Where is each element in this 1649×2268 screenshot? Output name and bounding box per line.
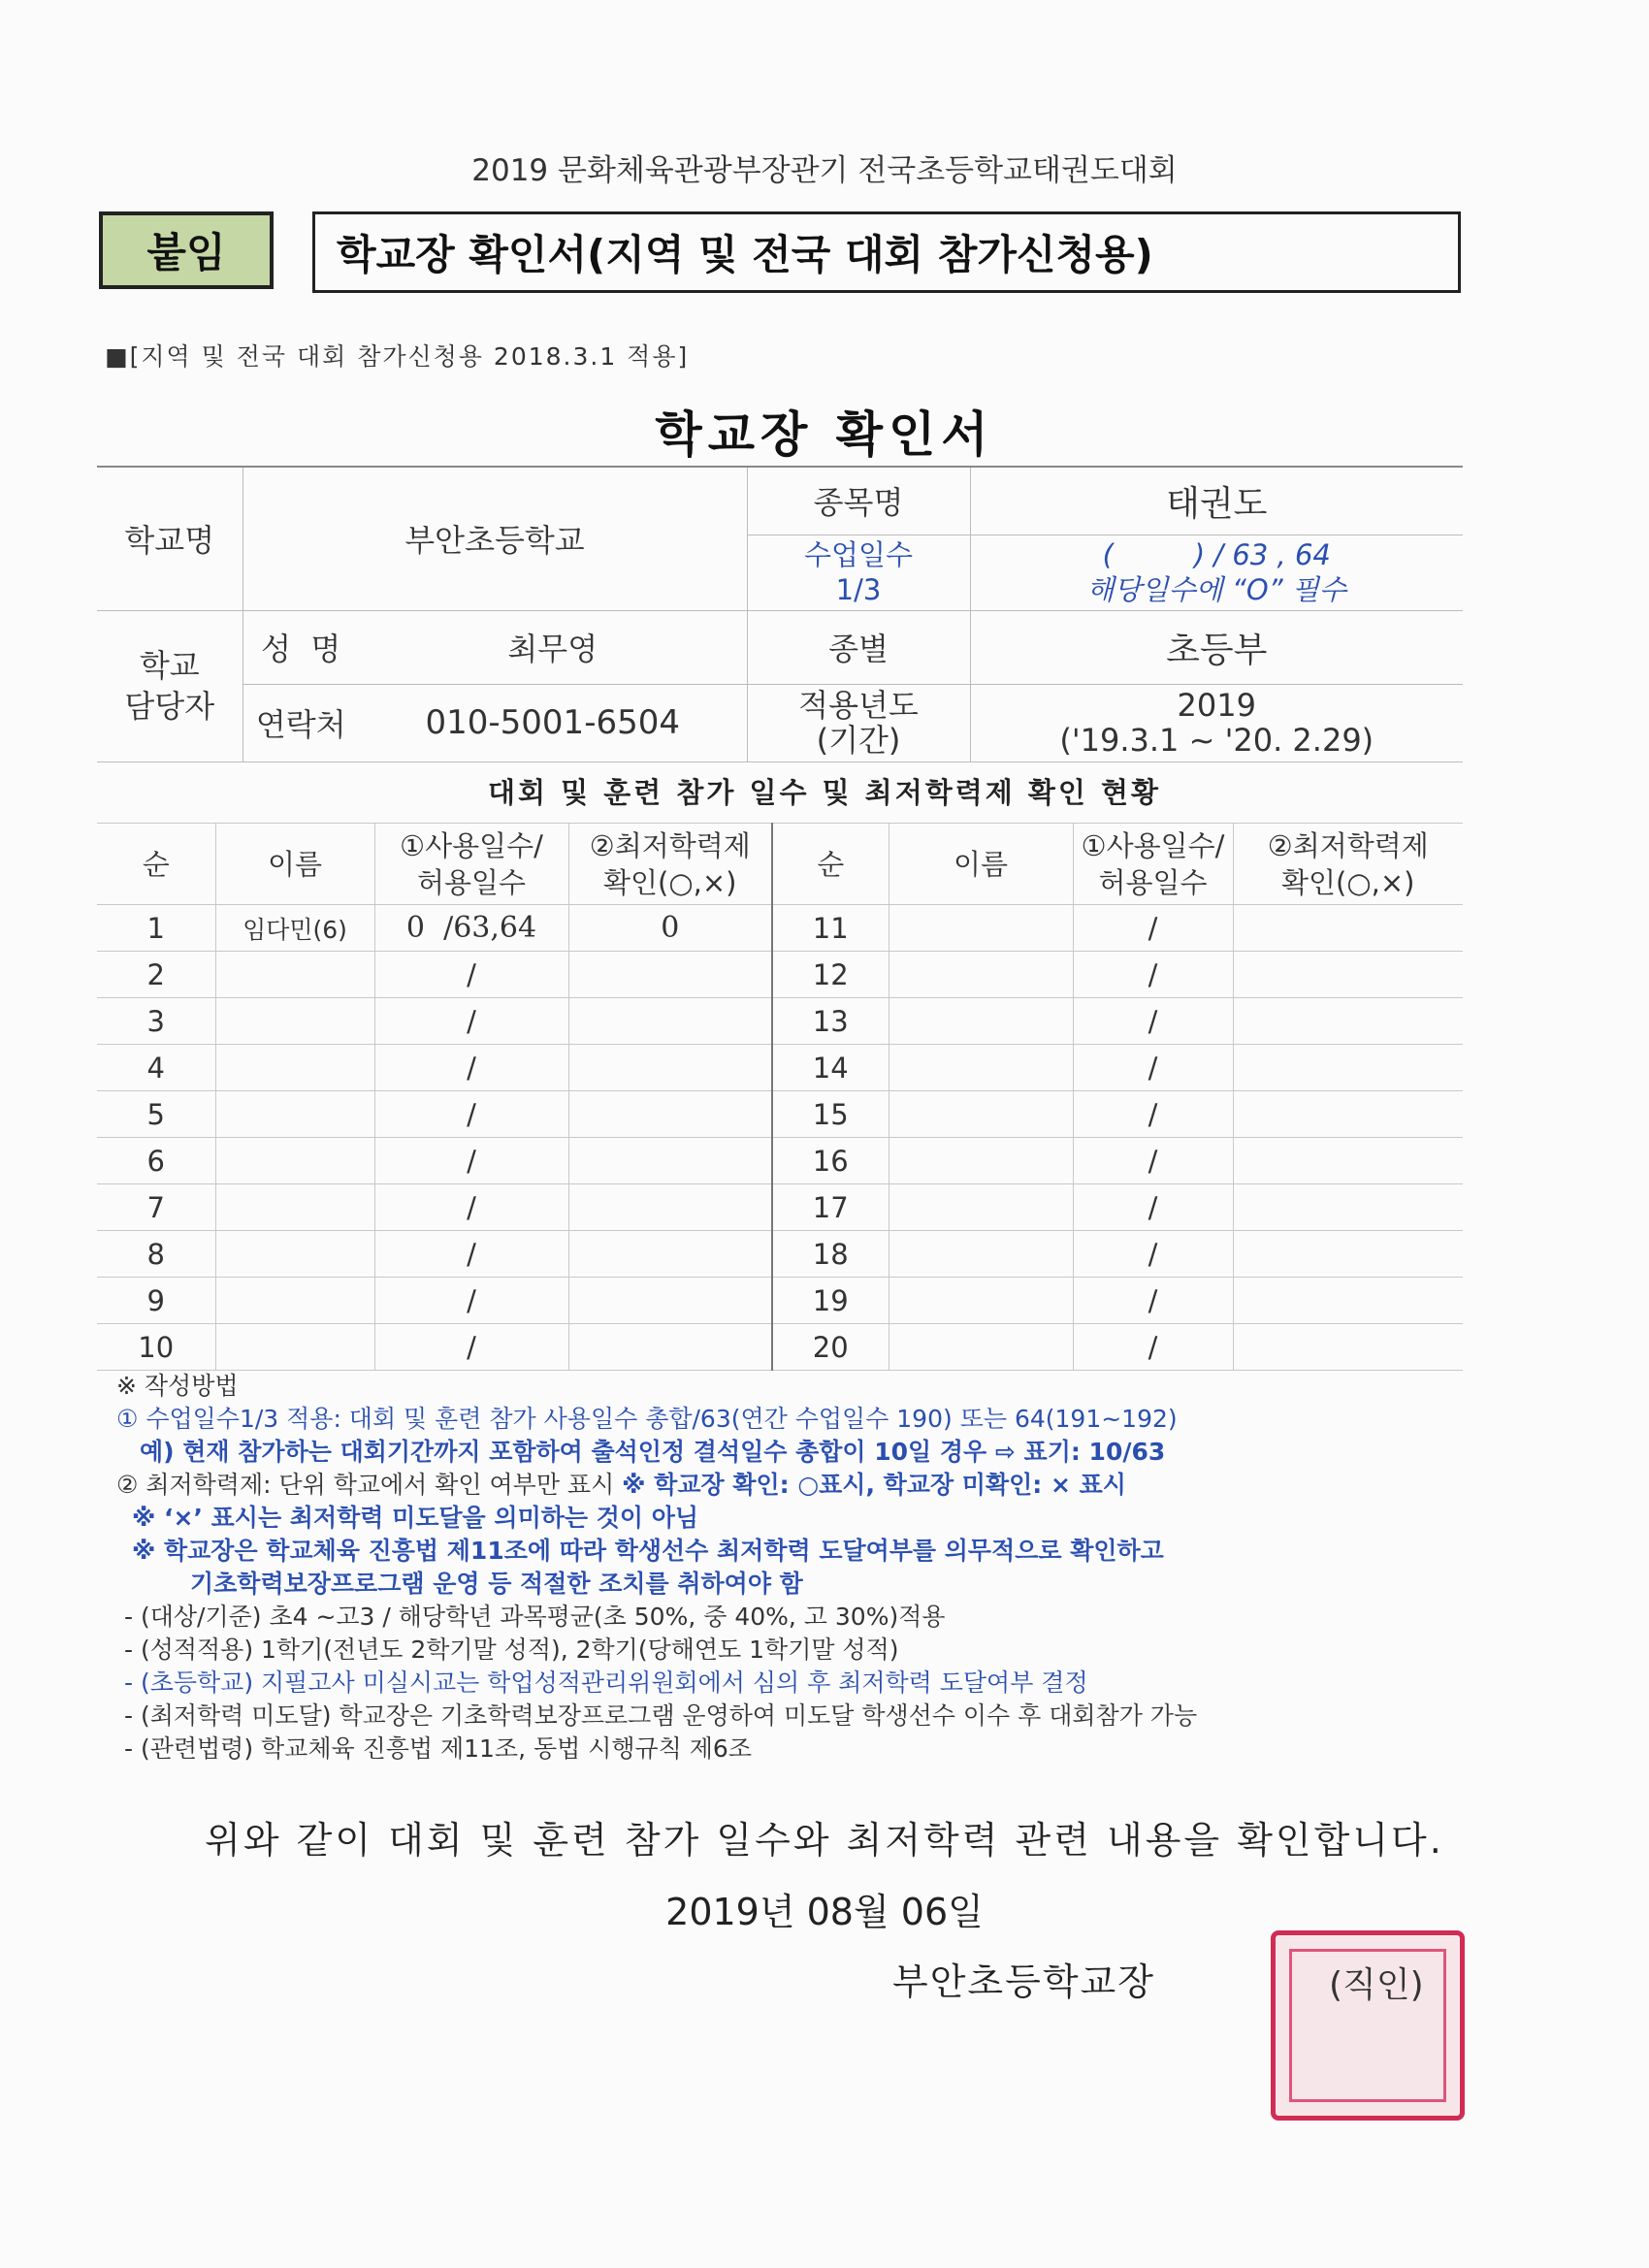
- row-no: 10: [97, 1324, 215, 1371]
- row-no: 8: [97, 1231, 215, 1278]
- row-days: /: [374, 1278, 568, 1324]
- header-days: ①사용일수/ 허용일수: [374, 824, 568, 905]
- note-3: ※ ‘×’ 표시는 최저학력 미도달을 의미하는 것이 아님: [132, 1504, 699, 1532]
- roster-table: [97, 823, 1463, 1371]
- row-name-2: [889, 1091, 1073, 1138]
- row-days-2: /: [1073, 1184, 1233, 1231]
- note-1b: 예) 현재 참가하는 대회기간까지 포함하여 출석인정 결석일수 총합이 10일 경우 ⇨ 표기: 10/63: [140, 1438, 1166, 1466]
- attachment-title: 학교장 확인서(지역 및 전국 대회 참가신청용): [312, 211, 1461, 293]
- table-row: [97, 1324, 1463, 1371]
- note-2a: ② 최저학력제: 단위 학교에서 확인 여부만 표시: [116, 1471, 623, 1499]
- table-row: [97, 1138, 1463, 1184]
- note-2b: ※ 학교장 확인: ○표시, 학교장 미확인: × 표시: [622, 1471, 1126, 1499]
- row-no: 9: [97, 1278, 215, 1324]
- year-label: 적용년도 (기간): [747, 684, 970, 761]
- row-name: [215, 1045, 374, 1091]
- row-days: /: [374, 998, 568, 1045]
- row-name: [215, 1231, 374, 1278]
- apply-note: ■[지역 및 전국 대회 참가신청용 2018.3.1 적용]: [105, 342, 690, 371]
- row-name: [215, 998, 374, 1045]
- note-7: - (초등학교) 지필고사 미실시교는 학업성적관리위원회에서 심의 후 최저학력 도달여부 결정: [124, 1669, 1088, 1697]
- note-5: - (대상/기준) 초4 ~고3 / 해당학년 과목평균(초 50%, 중 40%, 고 30%)적용: [124, 1603, 946, 1631]
- row-days-2: /: [1073, 1045, 1233, 1091]
- row-name-2: [889, 998, 1073, 1045]
- row-check-2: [1233, 1278, 1463, 1324]
- division-value: 초등부: [970, 610, 1463, 684]
- row-name: [215, 1324, 374, 1371]
- table-row: [97, 1231, 1463, 1278]
- row-check: [568, 998, 772, 1045]
- row-check-2: [1233, 952, 1463, 998]
- class-days-value: ( ) / 63 , 64 해당일수에 “O” 필수: [970, 535, 1463, 610]
- row-days: /: [374, 1138, 568, 1184]
- row-check-2: [1233, 905, 1463, 952]
- event-label: 종목명: [747, 467, 970, 535]
- roster-header-row: [97, 824, 1463, 905]
- table-row: [97, 952, 1463, 998]
- row-check: [568, 952, 772, 998]
- division-label: 종별: [747, 610, 970, 684]
- row-no: 4: [97, 1045, 215, 1091]
- manager-name: 최무영: [359, 610, 747, 684]
- row-days: 0 /63,64: [374, 905, 568, 952]
- contact-label: 연락처: [242, 684, 359, 761]
- row-no-2: 13: [772, 998, 889, 1045]
- table-row: [97, 1045, 1463, 1091]
- year-value: 2019 ('19.3.1 ~ '20. 2.29): [970, 684, 1463, 761]
- row-check: [568, 1278, 772, 1324]
- row-check-2: [1233, 998, 1463, 1045]
- row-check: [568, 1138, 772, 1184]
- row-no: 3: [97, 998, 215, 1045]
- header-name: 이름: [215, 824, 374, 905]
- row-days: /: [374, 1324, 568, 1371]
- row-days-2: /: [1073, 952, 1233, 998]
- school-name: 부안초등학교: [242, 467, 747, 610]
- row-check-2: [1233, 1324, 1463, 1371]
- row-check-2: [1233, 1184, 1463, 1231]
- table-row: [97, 905, 1463, 952]
- row-no: 2: [97, 952, 215, 998]
- note-9: - (관련법령) 학교체육 진흥법 제11조, 동법 시행규칙 제6조: [124, 1734, 752, 1763]
- event-value: 태권도: [970, 467, 1463, 535]
- row-name: [215, 1184, 374, 1231]
- roster-section-title: 대회 및 훈련 참가 일수 및 최저학력제 확인 현황: [487, 776, 1162, 809]
- row-no-2: 20: [772, 1324, 889, 1371]
- row-check-2: [1233, 1231, 1463, 1278]
- table-row: [97, 1278, 1463, 1324]
- row-check-2: [1233, 1138, 1463, 1184]
- header-name-2: 이름: [889, 824, 1073, 905]
- header-no: 순: [97, 824, 215, 905]
- row-no-2: 14: [772, 1045, 889, 1091]
- row-name: [215, 1278, 374, 1324]
- row-no: 5: [97, 1091, 215, 1138]
- row-check: [568, 1324, 772, 1371]
- row-no: 7: [97, 1184, 215, 1231]
- row-days-2: /: [1073, 905, 1233, 952]
- row-check-2: [1233, 1091, 1463, 1138]
- event-title: 2019 문화체육관광부장관기 전국초등학교태권도대회: [471, 153, 1178, 188]
- row-name: 임다민(6): [215, 905, 374, 952]
- row-days: /: [374, 1184, 568, 1231]
- row-days-2: /: [1073, 1138, 1233, 1184]
- row-name-2: [889, 1324, 1073, 1371]
- row-days-2: /: [1073, 1231, 1233, 1278]
- header-check-2: ②최저학력제 확인(○,×): [1233, 824, 1463, 905]
- row-check: 0: [568, 905, 772, 952]
- row-days-2: /: [1073, 1091, 1233, 1138]
- row-no-2: 15: [772, 1091, 889, 1138]
- class-days-label: 수업일수 1/3: [747, 535, 970, 610]
- row-name-2: [889, 1045, 1073, 1091]
- row-days: /: [374, 1231, 568, 1278]
- row-name-2: [889, 905, 1073, 952]
- principal-signature: 부안초등학교장: [892, 1960, 1155, 2003]
- row-check: [568, 1184, 772, 1231]
- note-2: [116, 1469, 1494, 1502]
- header-days-2: ①사용일수/ 허용일수: [1073, 824, 1233, 905]
- row-name-2: [889, 1278, 1073, 1324]
- info-table: [97, 466, 1463, 762]
- row-days: /: [374, 952, 568, 998]
- contact-value: 010-5001-6504: [359, 684, 747, 761]
- note-1a: ① 수업일수1/3 적용: 대회 및 훈련 참가 사용일수 총합/63(연간 수업일수 190) 또는 64(191~192): [116, 1405, 1178, 1433]
- notes-heading: ※ 작성방법: [116, 1372, 239, 1400]
- note-4a: ※ 학교장은 학교체육 진흥법 제11조에 따라 학생선수 최저학력 도달여부를 의무적으로 확인하고: [132, 1537, 1164, 1565]
- row-check-2: [1233, 1045, 1463, 1091]
- name-label: 성 명: [242, 610, 359, 684]
- row-no: 1: [97, 905, 215, 952]
- row-no-2: 16: [772, 1138, 889, 1184]
- row-days-2: /: [1073, 998, 1233, 1045]
- row-days-2: /: [1073, 1324, 1233, 1371]
- row-name: [215, 952, 374, 998]
- row-name: [215, 1138, 374, 1184]
- row-days: /: [374, 1045, 568, 1091]
- row-name-2: [889, 952, 1073, 998]
- attachment-badge: 붙임: [99, 211, 274, 289]
- instructions-notes: [116, 1370, 1494, 1766]
- confirmation-statement: 위와 같이 대회 및 훈련 참가 일수와 최저학력 관련 내용을 확인합니다.: [205, 1819, 1444, 1862]
- row-no-2: 12: [772, 952, 889, 998]
- note-6: - (성적적용) 1학기(전년도 2학기말 성적), 2학기(당해연도 1학기말 성적): [124, 1636, 899, 1664]
- row-no-2: 17: [772, 1184, 889, 1231]
- row-name-2: [889, 1184, 1073, 1231]
- row-name-2: [889, 1231, 1073, 1278]
- row-check: [568, 1091, 772, 1138]
- table-row: [97, 998, 1463, 1045]
- issue-date: 2019년 08월 06일: [665, 1891, 984, 1933]
- row-check: [568, 1045, 772, 1091]
- header-check: ②최저학력제 확인(○,×): [568, 824, 772, 905]
- row-no-2: 11: [772, 905, 889, 952]
- note-4b: 기초학력보장프로그램 운영 등 적절한 조치를 취하여야 함: [190, 1570, 803, 1598]
- header-no-2: 순: [772, 824, 889, 905]
- document-title: 학교장 확인서: [655, 406, 994, 463]
- row-no: 6: [97, 1138, 215, 1184]
- row-name-2: [889, 1138, 1073, 1184]
- row-check: [568, 1231, 772, 1278]
- manager-label: 학교 담당자: [97, 610, 242, 761]
- seal-label: (직인): [1329, 1965, 1424, 2005]
- row-days-2: /: [1073, 1278, 1233, 1324]
- note-8: - (최저학력 미도달) 학교장은 기초학력보장프로그램 운영하여 미도달 학생선수 이수 후 대회참가 가능: [124, 1701, 1198, 1730]
- table-row: [97, 1184, 1463, 1231]
- row-name: [215, 1091, 374, 1138]
- school-label: 학교명: [97, 467, 242, 610]
- table-row: [97, 1091, 1463, 1138]
- row-no-2: 18: [772, 1231, 889, 1278]
- row-no-2: 19: [772, 1278, 889, 1324]
- row-days: /: [374, 1091, 568, 1138]
